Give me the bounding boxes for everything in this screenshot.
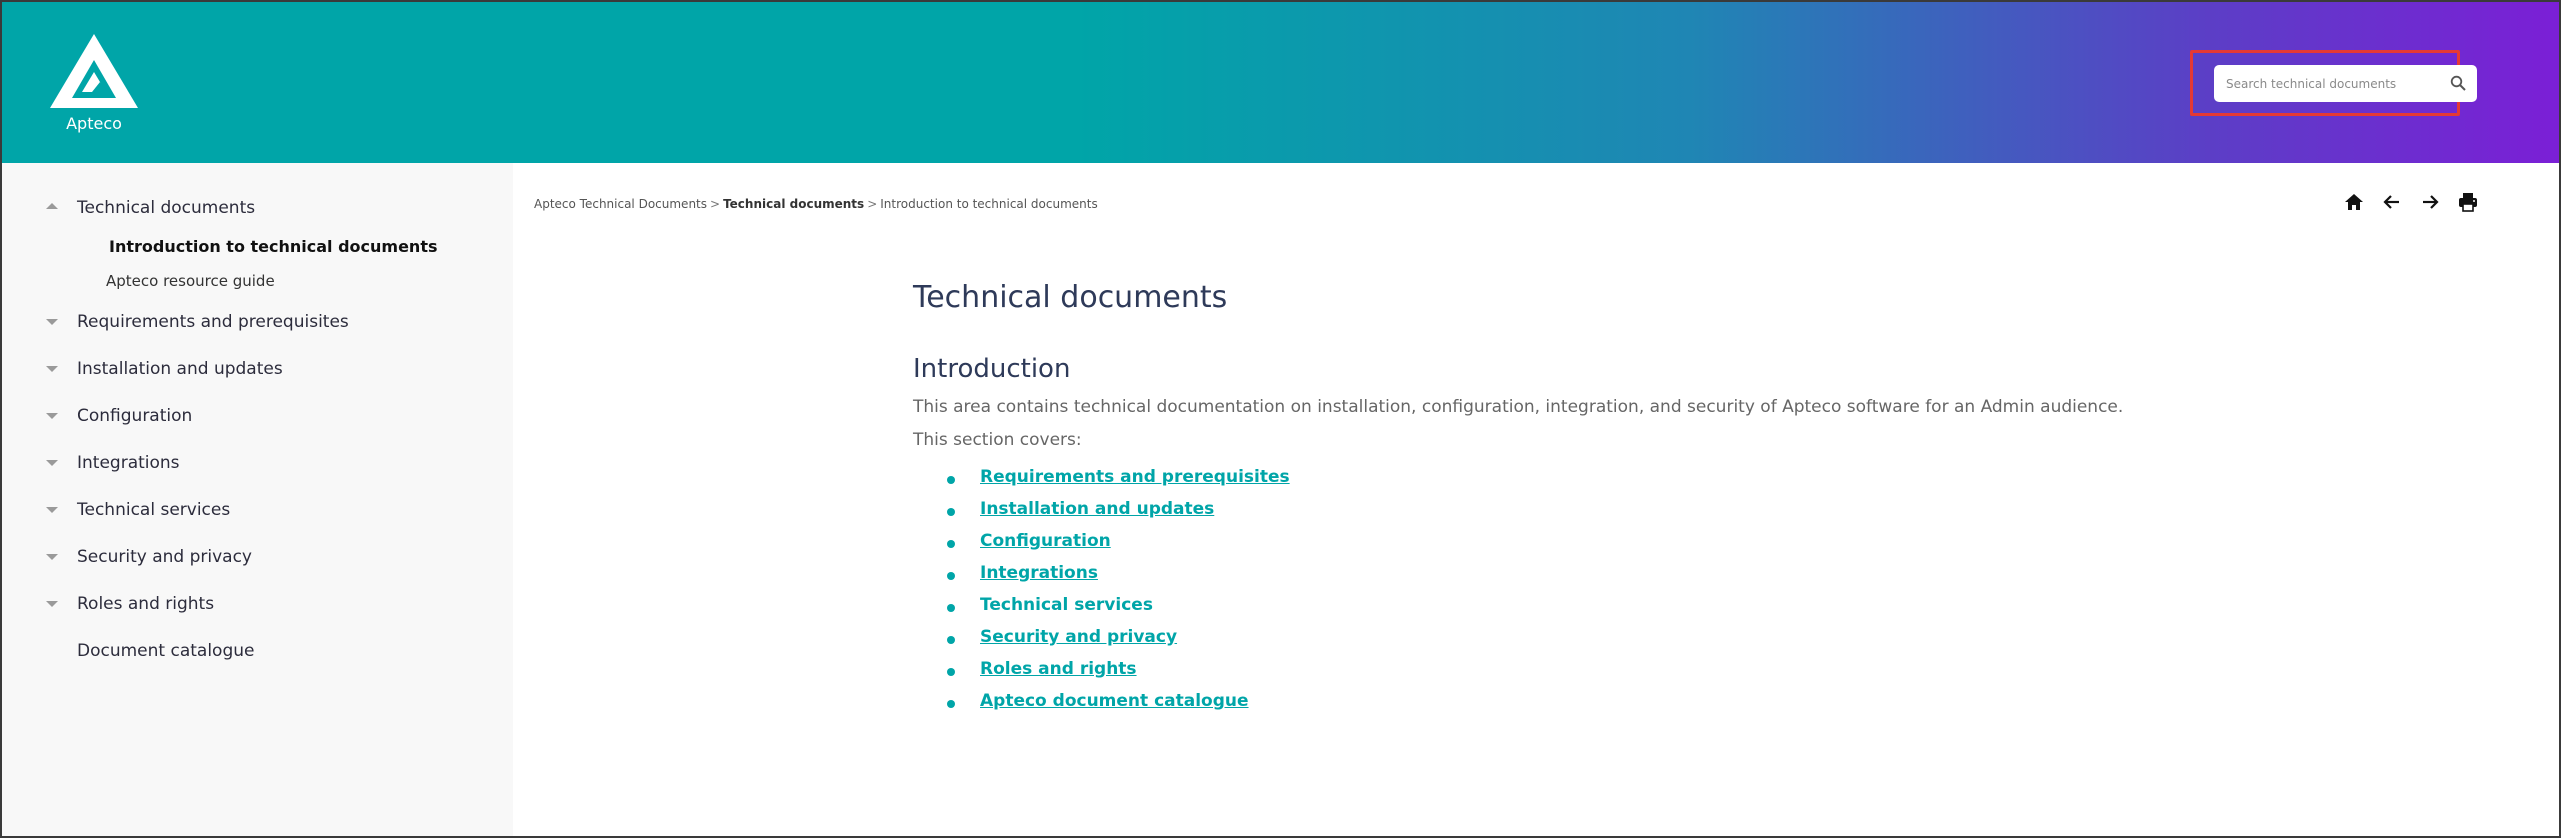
sidebar-item-document-catalogue[interactable] <box>2 636 513 666</box>
sidebar-item-requirements[interactable] <box>2 307 513 337</box>
caret-down-icon <box>46 601 58 607</box>
caret-down-icon <box>46 366 58 372</box>
sidebar-item-roles[interactable] <box>2 589 513 619</box>
sidebar-item-label: Security and privacy <box>77 547 252 567</box>
caret-down-icon <box>46 507 58 513</box>
logo-text: Apteco <box>66 114 122 133</box>
sidebar-item-configuration[interactable] <box>2 401 513 431</box>
section-title: Introduction <box>913 354 1071 384</box>
sidebar-item-installation[interactable] <box>2 354 513 384</box>
link-configuration[interactable]: Configuration <box>980 531 1111 551</box>
sidebar-item-label: Technical documents <box>77 198 256 218</box>
bullet-icon <box>947 668 955 676</box>
sidebar-item-label: Integrations <box>77 453 180 473</box>
sidebar-item-technical-documents[interactable] <box>2 193 513 223</box>
arrow-left-icon[interactable] <box>2380 190 2404 214</box>
sidebar-item-integrations[interactable] <box>2 448 513 478</box>
apteco-logo-icon <box>48 32 140 112</box>
caret-down-icon <box>46 413 58 419</box>
breadcrumb-separator: > <box>867 197 878 211</box>
bullet-icon <box>947 508 955 516</box>
caret-up-icon <box>46 203 58 209</box>
page-toolbar <box>2342 190 2492 216</box>
search-box <box>2214 65 2477 102</box>
search-input[interactable] <box>2214 65 2434 102</box>
sidebar-item-label: Technical services <box>77 500 231 520</box>
breadcrumb-root[interactable]: Apteco Technical Documents <box>534 197 708 211</box>
bullet-icon <box>947 572 955 580</box>
sidebar-item-label: Document catalogue <box>77 641 255 661</box>
bullet-icon <box>947 540 955 548</box>
breadcrumb-parent[interactable]: Technical documents <box>723 197 865 211</box>
sidebar-subitem-introduction[interactable]: Introduction to technical documents <box>109 237 438 256</box>
breadcrumb <box>534 197 1098 211</box>
breadcrumb-current: Introduction to technical documents <box>880 197 1098 211</box>
arrow-right-icon[interactable] <box>2418 190 2442 214</box>
breadcrumb-separator: > <box>710 197 721 211</box>
caret-down-icon <box>46 319 58 325</box>
bullet-icon <box>947 476 955 484</box>
print-icon[interactable] <box>2456 190 2480 214</box>
site-header <box>2 2 2559 163</box>
home-icon[interactable] <box>2342 190 2366 214</box>
sidebar-subitem-resource-guide[interactable]: Apteco resource guide <box>106 272 275 290</box>
sidebar-item-security[interactable] <box>2 542 513 572</box>
sidebar-item-label: Roles and rights <box>77 594 215 614</box>
link-roles[interactable]: Roles and rights <box>980 659 1137 679</box>
link-integrations[interactable]: Integrations <box>980 563 1098 583</box>
sidebar-item-label: Requirements and prerequisites <box>77 312 349 332</box>
bullet-icon <box>947 604 955 612</box>
sidebar-item-label: Installation and updates <box>77 359 283 379</box>
bullet-icon <box>947 636 955 644</box>
sidebar-item-label: Configuration <box>77 406 193 426</box>
caret-down-icon <box>46 460 58 466</box>
link-document-catalogue[interactable]: Apteco document catalogue <box>980 691 1249 711</box>
sidebar <box>2 163 513 836</box>
section-covers-text: This section covers: <box>913 430 1082 450</box>
search-icon[interactable] <box>2450 75 2467 92</box>
link-requirements[interactable]: Requirements and prerequisites <box>980 467 1290 487</box>
bullet-icon <box>947 700 955 708</box>
caret-down-icon <box>46 554 58 560</box>
link-security[interactable]: Security and privacy <box>980 627 1178 647</box>
link-technical-services[interactable]: Technical services <box>980 595 1153 615</box>
apteco-logo[interactable] <box>48 32 140 137</box>
page-title: Technical documents <box>913 280 1228 315</box>
link-installation[interactable]: Installation and updates <box>980 499 1215 519</box>
intro-paragraph: This area contains technical documentation on installation, configuration, integration, and security of Apteco software for an Admin audience. <box>913 397 2124 417</box>
sidebar-item-technical-services[interactable] <box>2 495 513 525</box>
